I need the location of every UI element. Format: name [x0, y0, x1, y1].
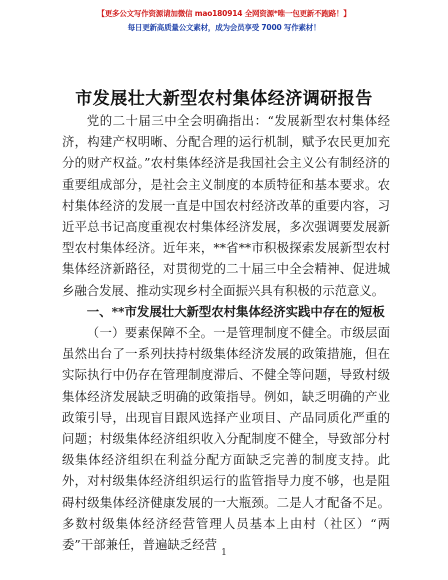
intro-paragraph: 党的二十届三中全会明确指出：“发展新型农村集体经济，构建产权明晰、分配合理的运行机制，赋予农民更加充分的财产权益。”农村集体经济是我国社会主义公有制经济的重要组成部分，是社会主义制度的本质特征和基本要求。农村集体经济的发展一直是中国农村经济改革的重要内容，习近平总书记高度重视农村集体经济发展，多次强调要发展新型农村集体经济。近年来，**省**市积极探索发展新型农村集体经济新路径，对贯彻党的二十届三中全会精神、促进城乡融合发展、推动实现乡村全面振兴具有积极的示范意义。 — [62, 113, 390, 298]
document-body — [62, 110, 390, 555]
section-heading: 一、**市发展壮大新型农村集体经济实践中存在的短板 — [86, 303, 385, 319]
body-paragraph: （一）要素保障不全。一是管理制度不健全。市级层面虽然出台了一系列扶持村级集体经济发展的政策措施，但在实际执行中仍存在管理制度滞后、不健全等问题，导致村级集体经济发展缺乏明确的政策指导。例如，缺乏明确的产业政策引导，出现盲目跟风选择产业项目、产品同质化严重的问题；村级集体经济组织收入分配制度不健全，导致部分村级集体经济组织在利益分配方面缺乏完善的制度支持。此外，对村级集体经济组织运行的监管指导力度不够，也是阻碍村级集体经济健康发展的一大瓶颈。二是人才配备不足。多数村级集体经济经营管理人员基本上由村（社区）“两委”干部兼任，普遍缺乏经营 — [62, 325, 390, 553]
page-number: 1 — [221, 548, 227, 558]
promo-banner-line-2: 每日更新高质量公文素材，成为会员享受 7000 写作素材！ — [127, 23, 321, 32]
document-title: 市发展壮大新型农村集体经济调研报告 — [75, 89, 373, 109]
promo-banner-line-1: 【更多公文写作资源请加微信 mao180914 全网资源*唯一包更新不跑路！】 — [97, 9, 351, 18]
